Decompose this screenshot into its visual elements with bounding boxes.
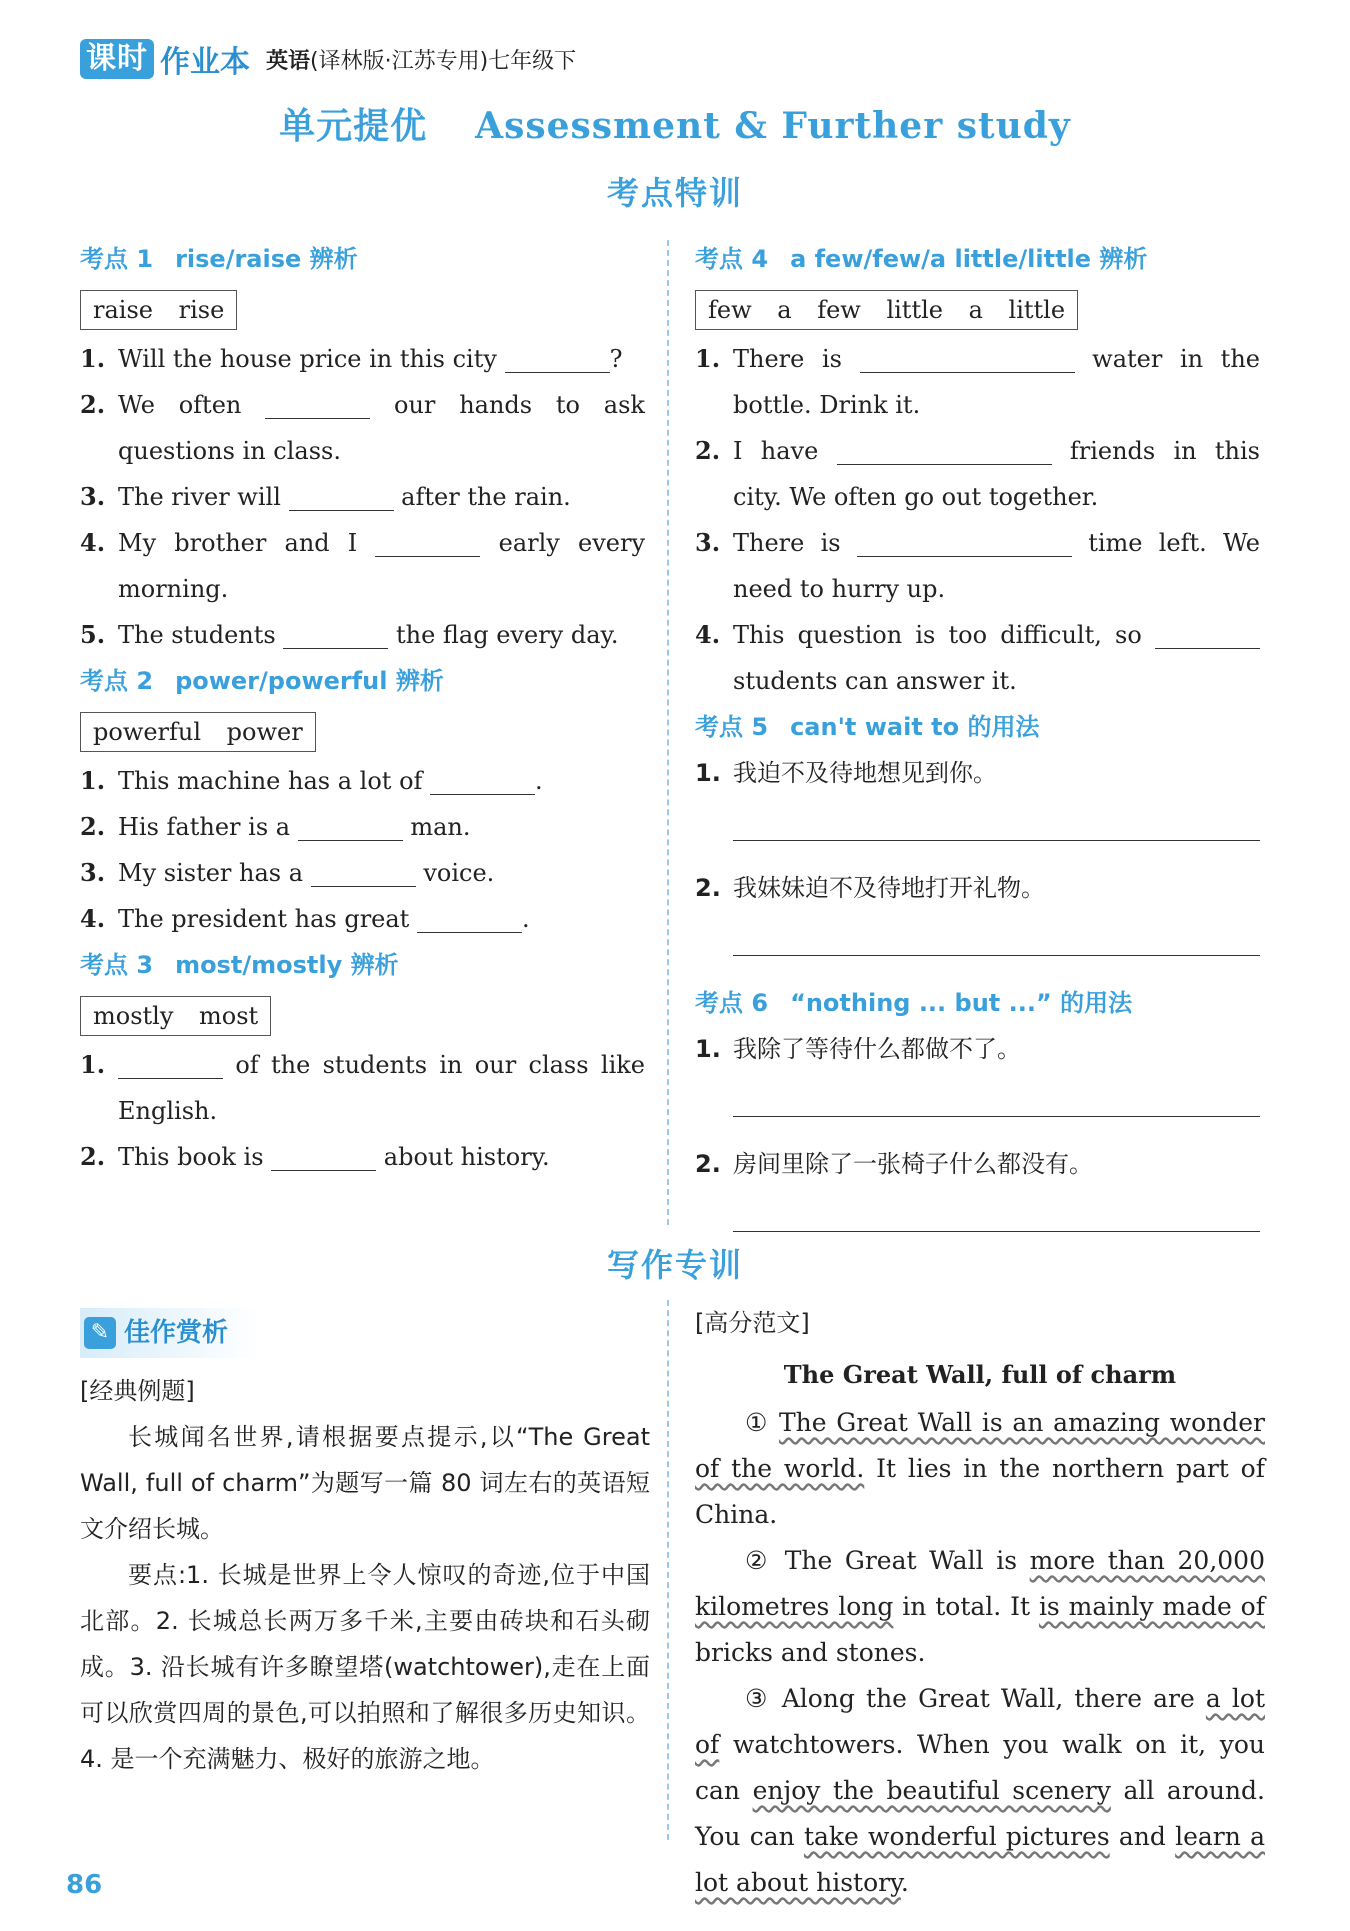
page-number: 86 bbox=[66, 1870, 103, 1900]
writing-left bbox=[80, 1308, 650, 1782]
brand-logo bbox=[80, 37, 250, 81]
question-item: 4. This question is too difficult, so students can answer it. bbox=[695, 612, 1260, 704]
subject-info bbox=[266, 44, 576, 75]
answer-line[interactable] bbox=[733, 1086, 1260, 1117]
writing-right bbox=[695, 1300, 1265, 1906]
answer-blank[interactable] bbox=[271, 1140, 376, 1171]
question-item: 1. of the students in our class like English. bbox=[80, 1050, 645, 1125]
page-header bbox=[80, 34, 576, 84]
answer-blank[interactable] bbox=[311, 856, 416, 887]
kaodian-1-heading: 考点 1 rise/raise 辨析 bbox=[80, 245, 358, 273]
column-divider bbox=[667, 240, 669, 1225]
example-label: [经典例题] bbox=[80, 1377, 195, 1405]
essay-title: The Great Wall, full of charm bbox=[783, 1360, 1177, 1389]
question-item: 4. My brother and I early every morning. bbox=[80, 528, 645, 603]
answer-blank[interactable] bbox=[837, 434, 1052, 465]
answer-blank[interactable] bbox=[118, 1048, 223, 1079]
kaodian-6-heading: 考点 6 “nothing ... but ...” 的用法 bbox=[695, 989, 1133, 1017]
translation-item: 2. 我妹妹迫不及待地打开礼物。 bbox=[695, 874, 1045, 902]
pencil-icon: ✎ bbox=[84, 1317, 116, 1349]
unit-title-cn: 单元提优 bbox=[279, 105, 428, 147]
answer-blank[interactable] bbox=[417, 902, 522, 933]
question-item: 2. His father is a man. bbox=[80, 812, 471, 841]
question-item: 1. This machine has a lot of . bbox=[80, 766, 543, 795]
question-item: 1. Will the house price in this city ? bbox=[80, 344, 623, 373]
answer-blank[interactable] bbox=[857, 526, 1072, 557]
kaodian-2-heading: 考点 2 power/powerful 辨析 bbox=[80, 667, 444, 695]
column-divider bbox=[667, 1300, 669, 1840]
unit-title-en: Assessment & Further study bbox=[475, 105, 1071, 147]
question-item: 2. I have friends in this city. We often go out together. bbox=[695, 436, 1260, 511]
word-bank-3: mostly most bbox=[80, 996, 271, 1036]
answer-line[interactable] bbox=[733, 810, 1260, 841]
answer-blank[interactable] bbox=[283, 618, 388, 649]
essay-paragraph-3: ③ Along the Great Wall, there are a lot of watchtowers. When you walk on it, you can enjoy the beautiful scenery all around. You can take wonderful pictures and learn a lot about history. bbox=[695, 1684, 1265, 1897]
answer-blank[interactable] bbox=[430, 764, 535, 795]
question-item: 2. This book is about history. bbox=[80, 1142, 550, 1171]
logo-mark: 课时 bbox=[80, 39, 154, 79]
word-bank-1: raise rise bbox=[80, 290, 237, 330]
question-item: 5. The students the flag every day. bbox=[80, 620, 619, 649]
left-column bbox=[80, 236, 645, 1180]
answer-blank[interactable] bbox=[289, 480, 394, 511]
translation-item: 1. 我迫不及待地想见到你。 bbox=[695, 759, 997, 787]
essay-paragraph-2: ② The Great Wall is more than 20,000 kilometres long in total. It is mainly made of bricks and stones. bbox=[695, 1546, 1265, 1667]
writing-prompt: 长城闻名世界,请根据要点提示,以“The Great Wall, full of charm”为题写一篇 80 词左右的英语短文介绍长城。 bbox=[80, 1423, 650, 1543]
answer-line[interactable] bbox=[733, 925, 1260, 956]
question-item: 3. The river will after the rain. bbox=[80, 482, 571, 511]
appreciation-tag: ✎ 佳作赏析 bbox=[80, 1308, 258, 1358]
question-item: 1. There is water in the bottle. Drink it. bbox=[695, 344, 1260, 419]
subject-edition: (译林版·江苏专用)七年级下 bbox=[310, 48, 577, 74]
section-title-practice: 考点特训 bbox=[606, 174, 743, 212]
word-bank-2: powerful power bbox=[80, 712, 316, 752]
answer-blank[interactable] bbox=[1155, 618, 1260, 649]
answer-blank[interactable] bbox=[375, 526, 480, 557]
section-title-writing: 写作专训 bbox=[606, 1246, 743, 1284]
answer-blank[interactable] bbox=[505, 342, 610, 373]
model-label: [高分范文] bbox=[695, 1309, 810, 1337]
translation-item: 1. 我除了等待什么都做不了。 bbox=[695, 1035, 1021, 1063]
essay-paragraph-1: ① The Great Wall is an amazing wonder of the world. It lies in the northern part of China. bbox=[695, 1408, 1265, 1529]
question-item: 4. The president has great . bbox=[80, 904, 530, 933]
translation-item: 2. 房间里除了一张椅子什么都没有。 bbox=[695, 1150, 1093, 1178]
kaodian-3-heading: 考点 3 most/mostly 辨析 bbox=[80, 951, 399, 979]
question-item: 3. My sister has a voice. bbox=[80, 858, 495, 887]
question-item: 3. There is time left. We need to hurry up. bbox=[695, 528, 1260, 603]
answer-blank[interactable] bbox=[265, 388, 370, 419]
kaodian-4-heading: 考点 4 a few/few/a little/little 辨析 bbox=[695, 245, 1148, 273]
answer-line[interactable] bbox=[733, 1201, 1260, 1232]
logo-text: 作业本 bbox=[160, 45, 250, 80]
subject-name: 英语 bbox=[266, 48, 311, 74]
writing-points: 要点:1. 长城是世界上令人惊叹的奇迹,位于中国北部。2. 长城总长两万多千米,主要由砖块和石头砌成。3. 沿长城有许多瞭望塔(watchtower),走在上面可以欣赏四周的景色,可以拍照和了解很多历史知识。4. 是一个充满魅力、极好的旅游之地。 bbox=[80, 1561, 650, 1773]
question-item: 2. We often our hands to ask questions in class. bbox=[80, 390, 645, 465]
kaodian-5-heading: 考点 5 can't wait to 的用法 bbox=[695, 713, 1040, 741]
answer-blank[interactable] bbox=[860, 342, 1075, 373]
word-bank-4: few a few little a little bbox=[695, 290, 1078, 330]
right-column bbox=[695, 236, 1260, 1256]
answer-blank[interactable] bbox=[298, 810, 403, 841]
unit-title bbox=[0, 98, 1350, 149]
